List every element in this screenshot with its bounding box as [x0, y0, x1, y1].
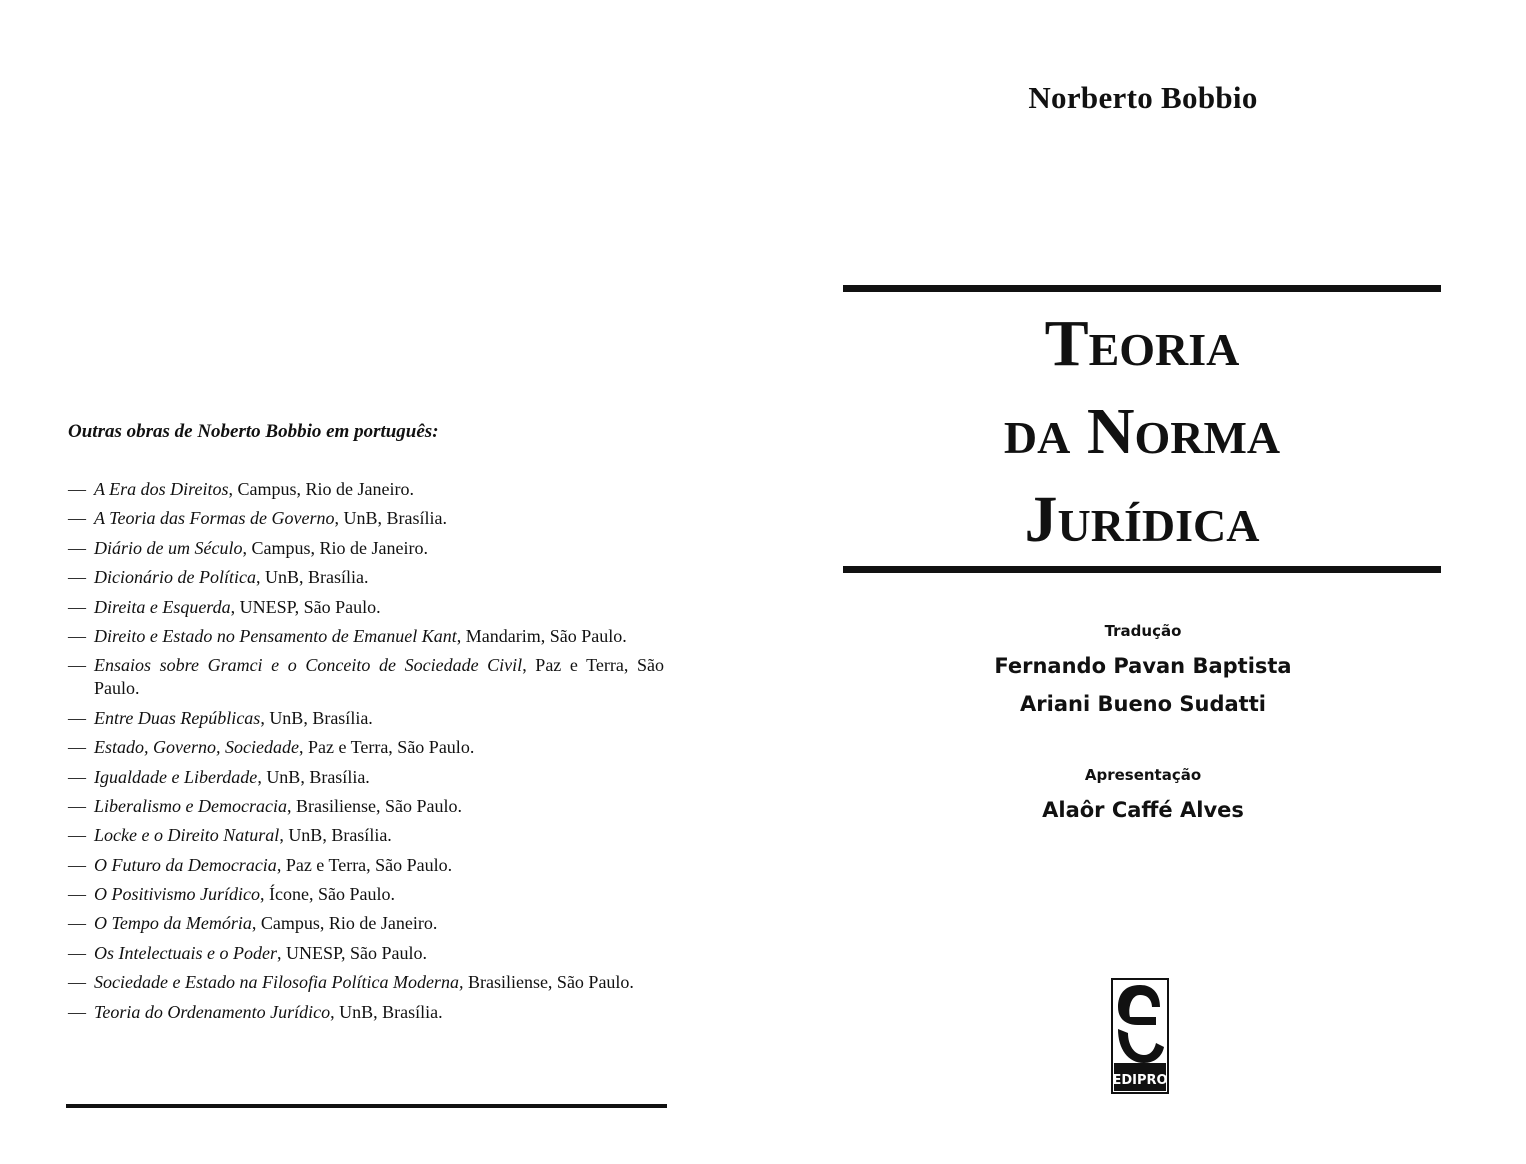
- work-title: O Positivismo Jurídico: [94, 884, 260, 905]
- list-dash: —: [68, 508, 86, 529]
- work-item: [68, 625, 664, 648]
- work-publisher: , UnB, Brasília.: [255, 567, 369, 588]
- other-works-list: [68, 478, 664, 1030]
- list-dash: —: [68, 707, 86, 728]
- book-title-line: Jurídica: [1024, 483, 1260, 556]
- list-dash: —: [68, 942, 86, 963]
- work-item: [68, 537, 664, 560]
- list-dash: —: [68, 854, 86, 875]
- work-publisher: , Campus, Rio de Janeiro.: [228, 479, 414, 499]
- work-item: [68, 654, 664, 700]
- other-works-heading: Outras obras de Noberto Bobbio em português:: [68, 421, 439, 442]
- translator-name: Fernando Pavan Baptista: [994, 654, 1292, 678]
- work-publisher: , Mandarim, São Paulo.: [456, 625, 627, 646]
- list-dash: —: [68, 537, 86, 558]
- work-title: O Futuro da Democracia: [94, 854, 277, 875]
- work-title: A Teoria das Formas de Governo: [94, 508, 335, 529]
- work-item: [68, 795, 664, 818]
- work-publisher: , Campus, Rio de Janeiro.: [242, 537, 428, 558]
- list-dash: —: [68, 913, 86, 934]
- work-item: [68, 883, 664, 906]
- book-title-line: da Norma: [1003, 395, 1281, 468]
- title-bottom-rule: [843, 566, 1441, 573]
- work-title: A Era dos Direitos: [94, 479, 229, 499]
- work-title: Diário de um Século: [94, 537, 243, 558]
- work-title: O Tempo da Memória: [94, 913, 252, 934]
- work-publisher: , UnB, Brasília.: [334, 508, 448, 529]
- work-item: [68, 766, 664, 789]
- author-name: Norberto Bobbio: [1028, 80, 1258, 115]
- publisher-name: EDIPRO: [1112, 1073, 1168, 1088]
- work-title: Os Intelectuais e o Poder: [94, 942, 277, 963]
- work-publisher: , Paz e Terra, São Paulo.: [298, 737, 475, 758]
- work-item: [68, 854, 664, 877]
- list-dash: —: [68, 825, 86, 846]
- work-publisher: , Campus, Rio de Janeiro.: [251, 913, 438, 934]
- list-dash: —: [68, 737, 86, 758]
- list-dash: —: [68, 884, 86, 905]
- work-title: Ensaios sobre Gramci e o Conceito de Sociedade Civil: [94, 655, 523, 676]
- work-publisher: , UnB, Brasília.: [279, 825, 392, 846]
- work-publisher: , UnB, Brasília.: [330, 1001, 443, 1022]
- work-title: Igualdade e Liberdade: [94, 766, 258, 787]
- list-dash: —: [68, 1001, 86, 1022]
- title-page: [763, 0, 1526, 1164]
- edipro-logo-graphic: [1110, 977, 1170, 1095]
- work-item: [68, 566, 664, 589]
- work-title: Entre Duas Repúblicas: [94, 707, 261, 728]
- book-title: [843, 300, 1441, 564]
- translator-name: Ariani Bueno Sudatti: [1020, 692, 1266, 716]
- list-dash: —: [68, 625, 86, 646]
- work-title: Estado, Governo, Sociedade: [94, 737, 299, 758]
- list-dash: —: [68, 766, 86, 787]
- work-item: [68, 596, 664, 619]
- work-publisher: , UnB, Brasília.: [260, 707, 373, 728]
- list-dash: —: [68, 567, 86, 588]
- work-publisher: , Brasiliense, São Paulo.: [286, 795, 462, 816]
- work-item: [68, 912, 664, 935]
- book-title-line: Teoria: [1044, 307, 1240, 380]
- presenter-name: Alaôr Caffé Alves: [1042, 798, 1244, 822]
- work-title: Teoria do Ordenamento Jurídico: [94, 1001, 331, 1022]
- work-title: Direita e Esquerda: [94, 596, 231, 617]
- work-item: [68, 736, 664, 759]
- list-dash: —: [68, 972, 86, 993]
- work-title: Dicionário de Política: [94, 567, 256, 588]
- work-title: Direito e Estado no Pensamento de Emanuel Kant: [94, 625, 457, 646]
- list-dash: —: [68, 596, 86, 617]
- work-publisher: , Paz e Terra, São Paulo.: [276, 854, 453, 875]
- work-item: [68, 707, 664, 730]
- list-dash: —: [68, 479, 86, 499]
- bottom-divider: [66, 1104, 667, 1108]
- work-item: [68, 1001, 664, 1024]
- title-top-rule: [843, 285, 1441, 292]
- list-dash: —: [68, 795, 86, 816]
- work-title: Locke e o Direito Natural: [94, 825, 280, 846]
- work-title: Sociedade e Estado na Filosofia Política Moderna,: [94, 972, 464, 993]
- work-item: [68, 478, 664, 501]
- translation-label: Tradução: [1104, 622, 1182, 640]
- work-publisher: , UNESP, São Paulo.: [276, 942, 427, 963]
- work-publisher: , UnB, Brasília.: [257, 766, 370, 787]
- work-publisher: , Ícone, São Paulo.: [259, 884, 395, 905]
- presentation-label: Apresentação: [1084, 766, 1202, 784]
- work-item: [68, 942, 664, 965]
- work-item: [68, 971, 664, 994]
- work-item: [68, 824, 664, 847]
- work-publisher: Brasiliense, São Paulo.: [463, 972, 634, 993]
- list-dash: —: [68, 655, 86, 676]
- work-publisher: , UNESP, São Paulo.: [230, 596, 381, 617]
- edipro-logo-icon: [1110, 977, 1170, 1095]
- work-item: [68, 507, 664, 530]
- work-title: Liberalismo e Democracia: [94, 795, 287, 816]
- work-publisher: , Paz e Terra, São Paulo.: [94, 655, 665, 699]
